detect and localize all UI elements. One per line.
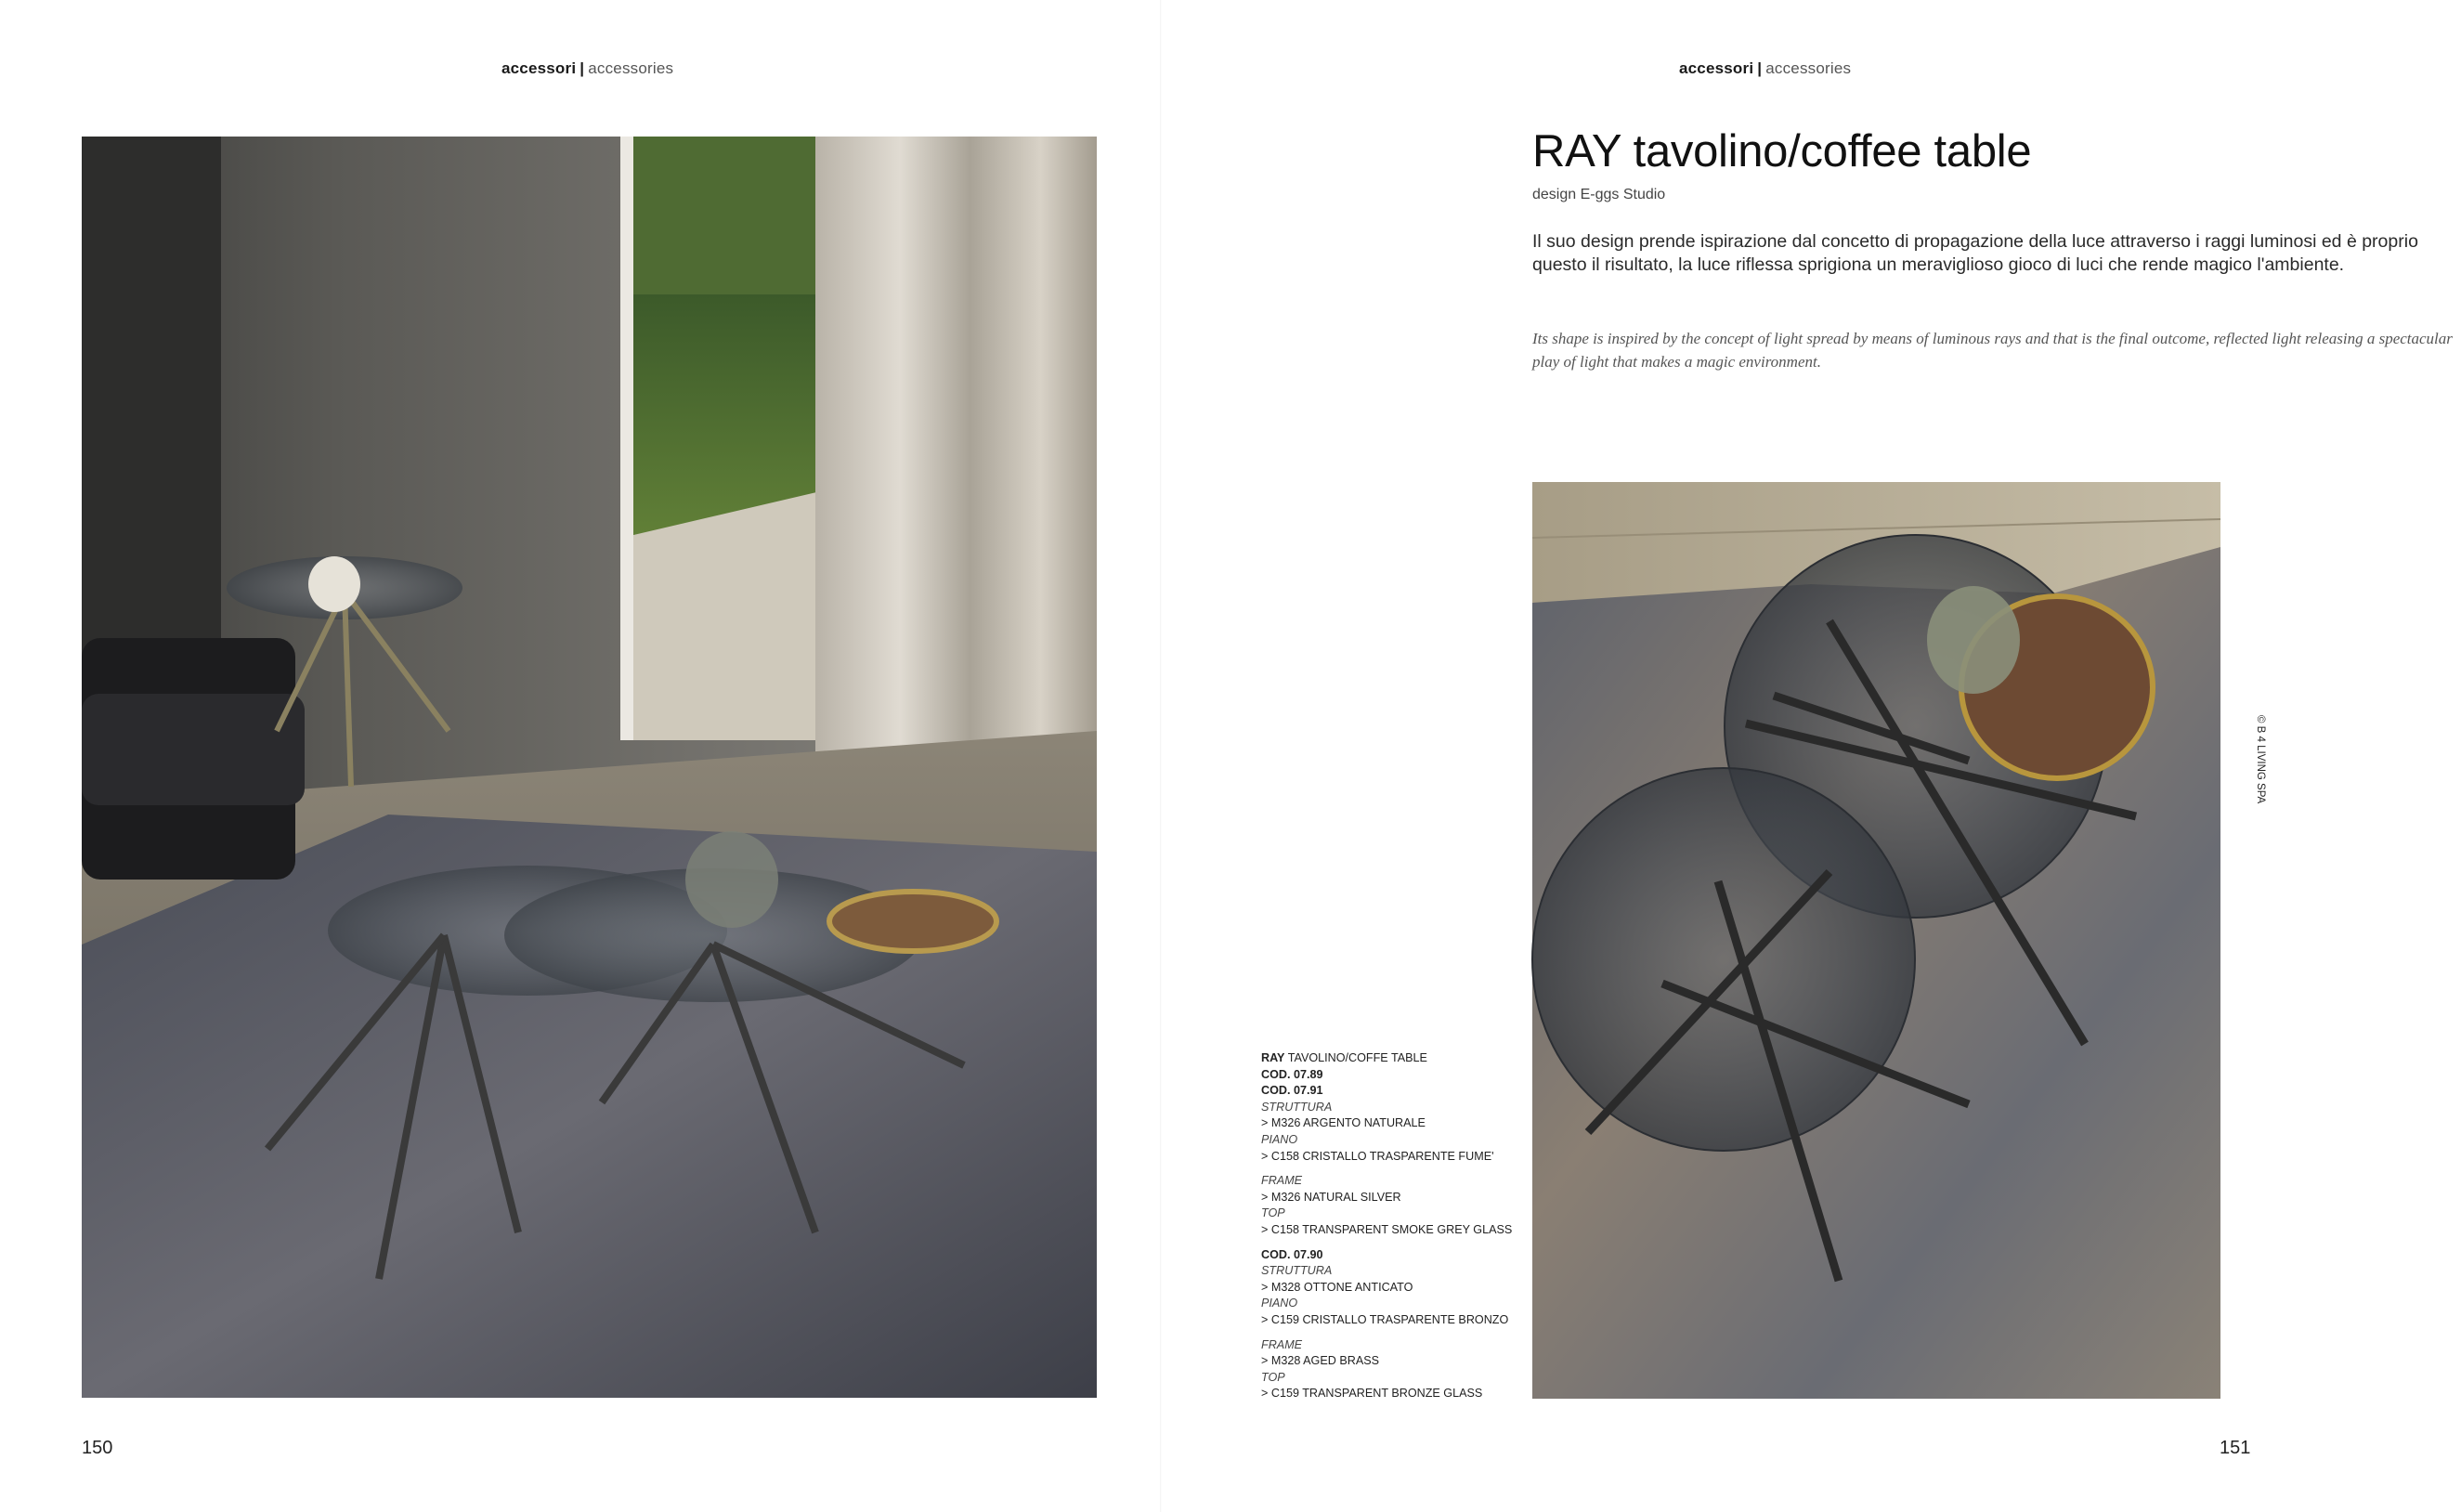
right-page bbox=[1161, 0, 2453, 1512]
spec-product-type: TAVOLINO/COFFE TABLE bbox=[1287, 1051, 1427, 1064]
spec-label: TOP bbox=[1261, 1370, 1285, 1384]
spec-product-name: RAY bbox=[1261, 1051, 1285, 1064]
section-label-it: accessori bbox=[1679, 59, 1754, 77]
spec-product-line bbox=[1261, 1050, 1521, 1067]
spec-value: > C159 TRANSPARENT BRONZE GLASS bbox=[1261, 1387, 1483, 1401]
tables-top-view-illustration bbox=[1532, 482, 2220, 1399]
spec-label: PIANO bbox=[1261, 1132, 1298, 1146]
section-header bbox=[501, 59, 673, 78]
spec-code: COD. 07.89 bbox=[1261, 1067, 1323, 1081]
spec-value: > C159 CRISTALLO TRASPARENTE BRONZO bbox=[1261, 1312, 1509, 1326]
spec-label: STRUTTURA bbox=[1261, 1264, 1333, 1278]
copyright-notice: © B 4 LIVING SPA bbox=[2255, 715, 2266, 804]
page-number: 151 bbox=[2220, 1438, 2251, 1458]
spec-label: FRAME bbox=[1261, 1337, 1303, 1351]
spec-label: FRAME bbox=[1261, 1174, 1303, 1188]
section-header bbox=[1679, 59, 1851, 78]
spec-value: > M326 NATURAL SILVER bbox=[1261, 1190, 1401, 1204]
product-specs bbox=[1261, 1050, 1521, 1402]
product-title: RAY tavolino/coffee table bbox=[1532, 126, 2032, 176]
page-number: 150 bbox=[82, 1438, 113, 1458]
section-label-en: accessories bbox=[1765, 59, 1852, 77]
spec-label: TOP bbox=[1261, 1206, 1285, 1220]
description-english: Its shape is inspired by the concept of light spread by means of luminous rays and that is the final outcome, reflected light releasing a spectacular play of light that makes a magic environment. bbox=[1532, 330, 2453, 371]
section-separator: | bbox=[1757, 59, 1763, 77]
spec-code: COD. 07.91 bbox=[1261, 1084, 1323, 1098]
room-photo-illustration bbox=[82, 137, 1097, 1398]
spec-value: > M326 ARGENTO NATURALE bbox=[1261, 1116, 1426, 1130]
spec-value: > C158 TRANSPARENT SMOKE GREY GLASS bbox=[1261, 1222, 1513, 1236]
spec-value: > C158 CRISTALLO TRASPARENTE FUME' bbox=[1261, 1149, 1494, 1163]
section-label-it: accessori bbox=[501, 59, 577, 77]
description-italian: Il suo design prende ispirazione dal concetto di propagazione della luce attraverso i raggi luminosi ed è proprio questo il risultato, la luce riflessa sprigiona un meraviglioso gioco di luci che rende magico l'ambiente. bbox=[1532, 231, 2418, 275]
left-page bbox=[0, 0, 1161, 1512]
spec-value: > M328 AGED BRASS bbox=[1261, 1354, 1380, 1368]
tables-top-view-photo bbox=[1532, 482, 2220, 1399]
room-photo bbox=[82, 137, 1097, 1398]
spec-label: PIANO bbox=[1261, 1297, 1298, 1310]
section-separator: | bbox=[579, 59, 585, 77]
section-label-en: accessories bbox=[588, 59, 674, 77]
designer-credit: design E-ggs Studio bbox=[1532, 187, 1666, 202]
spec-label: STRUTTURA bbox=[1261, 1100, 1333, 1114]
spec-code: COD. 07.90 bbox=[1261, 1247, 1323, 1261]
spec-value: > M328 OTTONE ANTICATO bbox=[1261, 1280, 1413, 1294]
